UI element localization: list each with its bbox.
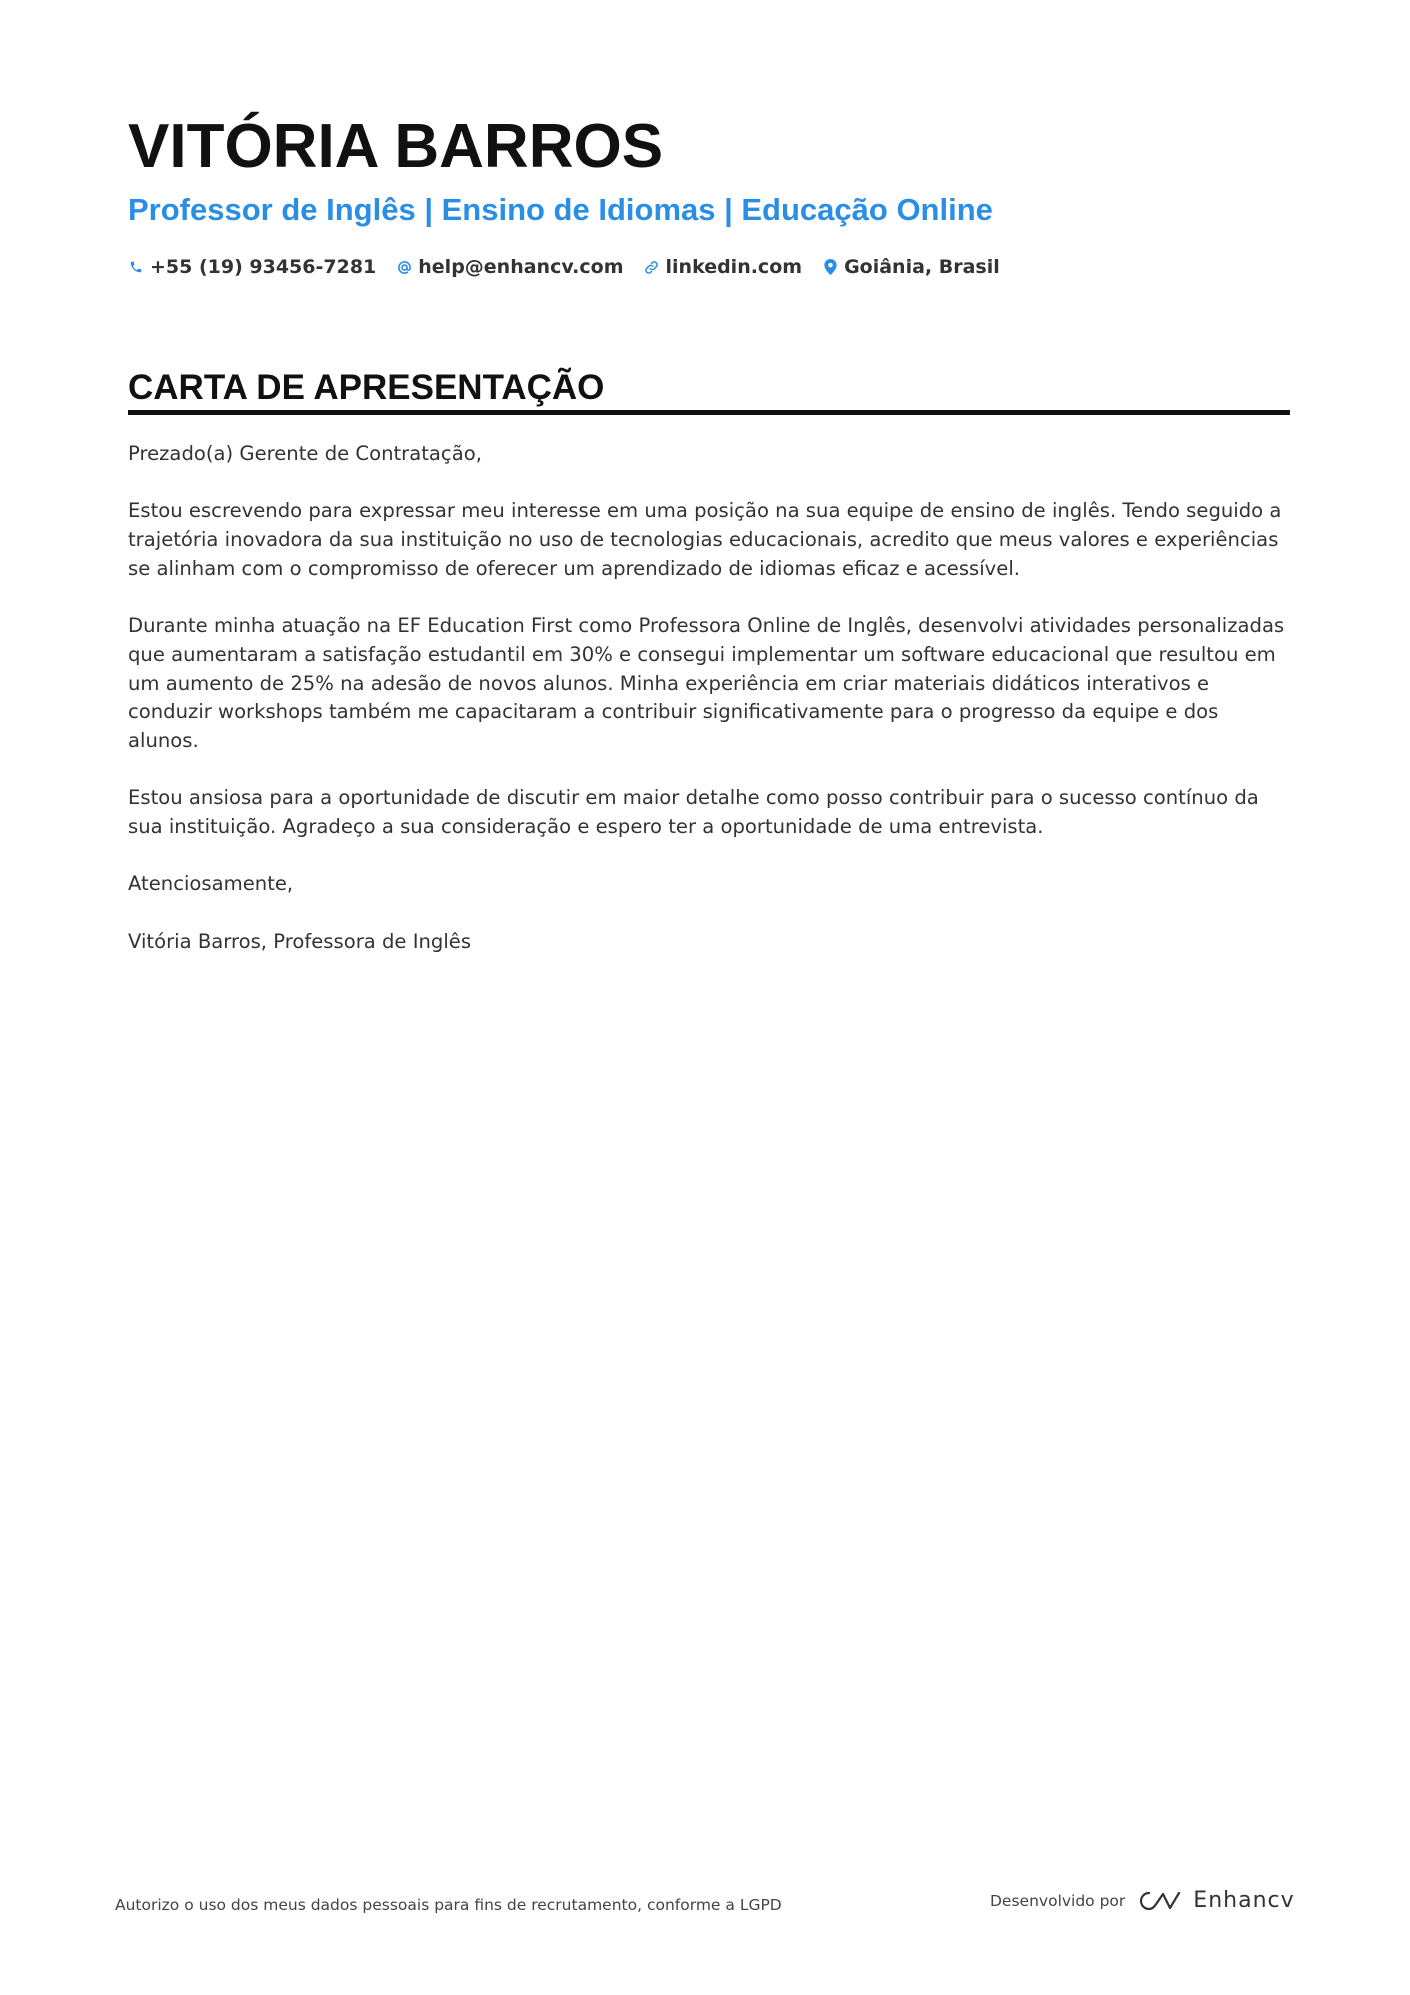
candidate-tagline: Professor de Inglês | Ensino de Idiomas | Educação Online	[128, 192, 993, 227]
letter-paragraph: Estou escrevendo para expressar meu interesse em uma posição na sua equipe de ensino de inglês. Tendo seguido a trajetória inovadora da sua instituição no uso de tecnologias educacionais, acredito que meus valores e experiências se alinham com o compromisso de oferecer um aprendizado de idiomas eficaz e acessível.	[128, 499, 1282, 580]
contact-phone	[128, 254, 376, 280]
section-title: CARTA DE APRESENTAÇÃO	[128, 368, 605, 407]
phone-icon	[128, 258, 144, 276]
location-pin-icon	[822, 258, 838, 276]
contact-email[interactable]	[396, 254, 623, 280]
link-icon	[644, 258, 660, 276]
footer-consent-text: Autorizo o uso dos meus dados pessoais para fins de recrutamento, conforme a LGPD	[115, 1896, 782, 1914]
letter-greeting: Prezado(a) Gerente de Contratação,	[128, 442, 482, 465]
letter-paragraph: Durante minha atuação na EF Education First como Professora Online de Inglês, desenvolvi atividades personalizadas que aumentaram a satisfação estudantil em 30% e consegui implementar um software educacional que resultou em um aumento de 25% na adesão de novos alunos. Minha experiência em criar materiais didáticos interativos e conduzir workshops também me capacitaram a contribuir significativamente para o progresso da equipe e dos alunos.	[128, 614, 1285, 752]
contact-email-text[interactable]: help@enhancv.com	[418, 256, 624, 278]
letter-signature: Vitória Barros, Professora de Inglês	[128, 929, 472, 953]
footer-developed-by: Desenvolvido por	[990, 1891, 1126, 1910]
contact-bar	[128, 254, 1020, 280]
contact-location-text: Goiânia, Brasil	[844, 256, 1000, 278]
section-divider	[128, 410, 1290, 415]
contact-location	[822, 254, 1000, 280]
contact-linkedin-text[interactable]: linkedin.com	[665, 256, 803, 278]
footer-brand-name: Enhancv	[1193, 1888, 1295, 1913]
at-icon	[396, 258, 412, 276]
letter-paragraph: Estou ansiosa para a oportunidade de discutir em maior detalhe como posso contribuir para o sucesso contínuo da sua instituição. Agradeço a sua consideração e espero ter a oportunidade de uma entrevista.	[128, 786, 1259, 839]
candidate-name: VITÓRIA BARROS	[128, 112, 664, 181]
letter-closing: Atenciosamente,	[128, 872, 294, 896]
letter-body	[128, 440, 1290, 985]
contact-linkedin[interactable]	[644, 254, 803, 280]
cover-letter-page	[128, 0, 1290, 1995]
footer-brand[interactable]	[990, 1888, 1295, 1913]
enhancv-logo-icon	[1137, 1889, 1183, 1913]
contact-phone-text: +55 (19) 93456-7281	[150, 256, 377, 278]
